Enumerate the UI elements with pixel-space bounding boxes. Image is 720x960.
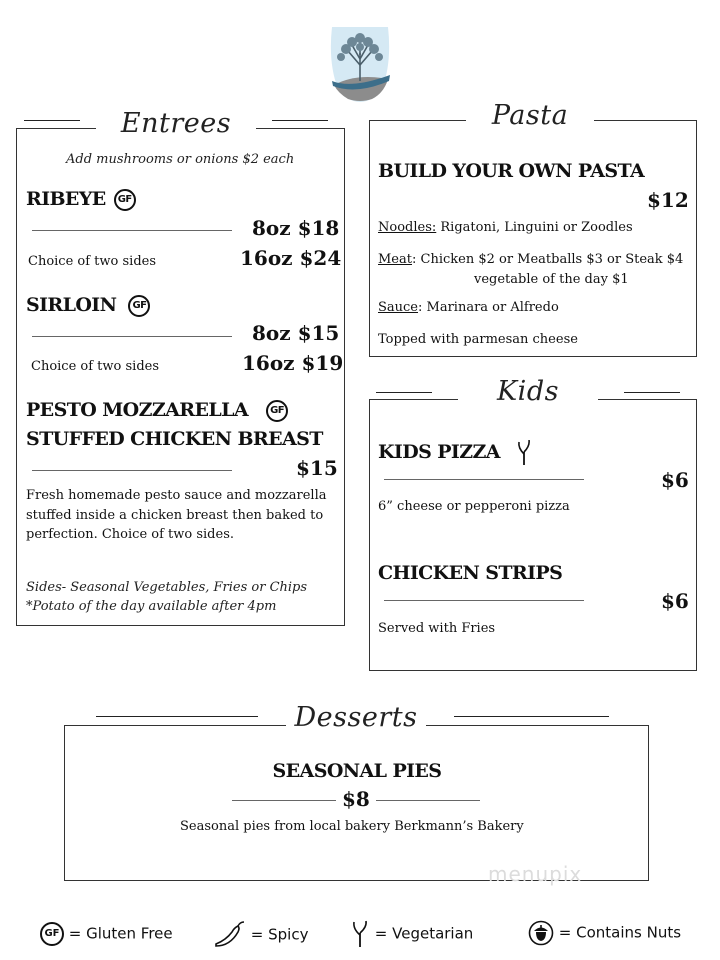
gluten-free-icon: GF: [114, 189, 136, 211]
chili-pepper-icon: [212, 920, 246, 950]
legend-spicy-label: = Spicy: [250, 925, 309, 944]
pasta-panel: [369, 120, 697, 357]
kids-pizza-title: [378, 440, 532, 466]
chicken-strips-title: CHICKEN STRIPS: [378, 562, 563, 584]
acorn-icon: [528, 920, 554, 946]
seasonal-pies-description: Seasonal pies from local bakery Berkmann’s Bakery: [180, 819, 524, 834]
chicken-strips-description: Served with Fries: [378, 621, 496, 636]
ribeye-price-8oz: 8oz $18: [252, 216, 340, 240]
restaurant-logo-icon: [326, 23, 394, 103]
pasta-noodles-text: Rigatoni, Linguini or Zoodles: [436, 220, 633, 235]
sirloin-price-16oz: 16oz $19: [242, 351, 344, 375]
seasonal-pies-title: SEASONAL PIES: [272, 760, 442, 782]
watermark: menupix: [488, 862, 583, 886]
entrees-heading-rule-right: [272, 120, 328, 121]
seasonal-pies-rule-left: [232, 800, 336, 801]
ribeye-title: [26, 188, 136, 211]
desserts-heading: Desserts: [286, 702, 426, 733]
sirloin-title: [26, 294, 150, 317]
pesto-divider: [32, 470, 232, 471]
leaf-icon: [350, 920, 370, 948]
pasta-noodles-label: Noodles:: [378, 220, 437, 235]
sirloin-divider: [32, 336, 232, 337]
entrees-heading: Entrees: [96, 108, 256, 139]
leaf-icon: [516, 440, 532, 466]
entrees-sides-note: Sides- Seasonal Vegetables, Fries or Chips: [26, 580, 308, 595]
gluten-free-icon: GF: [266, 400, 288, 422]
ribeye-divider: [32, 230, 232, 231]
kids-pizza-description: 6” cheese or pepperoni pizza: [378, 499, 570, 514]
kids-pizza-price: $6: [661, 468, 689, 492]
entrees-heading-rule-left: [24, 120, 80, 121]
pesto-title-line1: [26, 399, 288, 422]
ribeye-title-text: RIBEYE: [26, 188, 106, 210]
pasta-topped-line: Topped with parmesan cheese: [378, 332, 578, 347]
desserts-heading-rule-left: [96, 716, 258, 717]
chicken-strips-price: $6: [661, 589, 689, 613]
pasta-noodles-line: [378, 220, 633, 235]
pesto-price: $15: [296, 456, 338, 480]
entrees-addon-note: Add mushrooms or onions $2 each: [66, 152, 295, 167]
pasta-sauce-text: : Marinara or Alfredo: [418, 300, 559, 315]
pasta-vegetable-line: vegetable of the day $1: [474, 272, 629, 287]
seasonal-pies-price: $8: [342, 787, 370, 811]
sirloin-price-8oz: 8oz $15: [252, 321, 340, 345]
kids-pizza-title-text: KIDS PIZZA: [378, 441, 500, 463]
sirloin-description: Choice of two sides: [31, 359, 160, 374]
sirloin-title-text: SIRLOIN: [26, 294, 117, 316]
pasta-heading: Pasta: [466, 100, 594, 131]
legend-spicy: [212, 920, 308, 950]
ribeye-description: Choice of two sides: [28, 254, 157, 269]
gluten-free-icon: GF: [128, 295, 150, 317]
pasta-price: $12: [647, 188, 689, 212]
kids-heading: Kids: [458, 376, 598, 407]
legend-vegetarian-label: = Vegetarian: [374, 924, 474, 943]
chicken-strips-divider: [384, 600, 584, 601]
pasta-meat-line: [378, 252, 683, 267]
pasta-sauce-label: Sauce: [378, 300, 419, 315]
pesto-title-text: PESTO MOZZARELLA: [26, 399, 248, 421]
pesto-description-line1: Fresh homemade pesto sauce and mozzarella: [26, 488, 327, 503]
entrees-potato-note: *Potato of the day available after 4pm: [26, 599, 277, 614]
pasta-sauce-line: [378, 300, 559, 315]
pesto-description-line3: perfection. Choice of two sides.: [26, 527, 234, 542]
seasonal-pies-rule-right: [376, 800, 480, 801]
kids-heading-rule-right: [624, 392, 680, 393]
pasta-meat-text: : Chicken $2 or Meatballs $3 or Steak $4: [411, 252, 684, 267]
pasta-title: BUILD YOUR OWN PASTA: [378, 160, 645, 182]
legend-contains-nuts-label: = Contains Nuts: [558, 923, 682, 942]
pesto-description-line2: stuffed inside a chicken breast then baked to: [26, 508, 324, 523]
legend-contains-nuts: [528, 920, 681, 946]
legend-vegetarian: [350, 920, 473, 948]
desserts-heading-rule-right: [454, 716, 609, 717]
gluten-free-icon: GF: [40, 922, 64, 946]
kids-heading-rule-left: [376, 392, 432, 393]
legend-gluten-free-label: = Gluten Free: [68, 924, 173, 943]
legend-gluten-free: [40, 922, 173, 946]
pesto-title-line2: STUFFED CHICKEN BREAST: [26, 428, 323, 450]
pasta-meat-label: Meat: [378, 252, 412, 267]
kids-pizza-divider: [384, 479, 584, 480]
ribeye-price-16oz: 16oz $24: [240, 246, 342, 270]
